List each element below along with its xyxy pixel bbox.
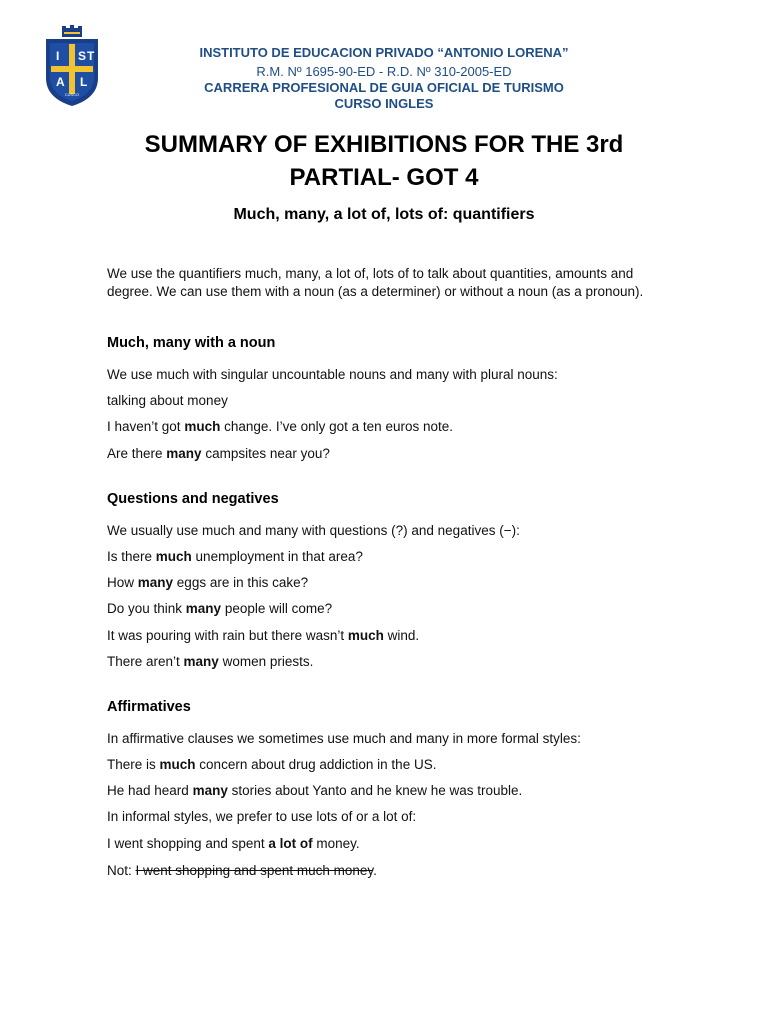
quantifier-highlight: many [183,654,219,669]
section-heading: Questions and negatives [107,491,279,507]
program-name: CARRERA PROFESIONAL DE GUIA OFICIAL DE TURISMO [204,80,564,95]
section-heading: Much, many with a noun [107,335,276,351]
course-name: CURSO INGLES [334,96,434,111]
logo-letter: T [87,49,95,63]
intro-paragraph: We use the quantifiers much, many, a lot of, lots of to talk about quantities, amounts and degree. We can use them with a noun (as a determiner) or without a noun (as a pronoun). [107,266,644,299]
institute-logo [38,24,106,108]
quantifier-highlight: many [166,446,202,461]
example-line: How many eggs are in this cake? [107,575,309,590]
page-title-line-2: PARTIAL- GOT 4 [289,164,479,191]
example-line: I went shopping and spent a lot of money. [107,836,360,851]
text-line: We use much with singular uncountable nouns and many with plural nouns: [107,367,558,382]
resolution-line: R.M. Nº 1695-90-ED - R.D. Nº 310-2005-ED [256,64,512,79]
quantifier-highlight: much [184,419,221,434]
example-line: Are there many campsites near you? [107,446,330,461]
logo-caption: CUSCO [64,92,80,97]
quantifier-highlight: many [185,601,222,616]
struck-example: I went shopping and spent much money [135,863,374,878]
example-line: He had heard many stories about Yanto and he knew he was trouble. [107,783,523,798]
logo-letter: S [78,49,87,63]
text-line: In informal styles, we prefer to use lots of or a lot of: [107,809,417,824]
crest-icon [38,24,106,108]
text-line: In affirmative clauses we sometimes use much and many in more formal styles: [107,731,581,746]
page-title-line-1: SUMMARY OF EXHIBITIONS FOR THE 3rd [144,131,624,158]
example-line: There aren’t many women priests. [107,654,314,669]
section-heading: Affirmatives [107,699,191,715]
text-line: We usually use much and many with questions (?) and negatives (−): [107,523,520,538]
quantifier-highlight: much [159,757,196,772]
example-line: Do you think many people will come? [107,601,333,616]
example-line: There is much concern about drug addiction in the US. [107,757,437,772]
example-line: It was pouring with rain but there wasn’t much wind. [107,628,420,643]
quantifier-highlight: much [155,549,192,564]
logo-letter: L [80,75,88,89]
page-subtitle: Much, many, a lot of, lots of: quantifiers [233,206,535,223]
example-line: I haven’t got much change. I’ve only got a ten euros note. [107,419,453,434]
quantifier-highlight: a lot of [268,836,313,851]
quantifier-highlight: many [137,575,174,590]
institute-name: INSTITUTO DE EDUCACION PRIVADO “ANTONIO LORENA” [199,45,569,60]
logo-letter: A [56,75,65,89]
quantifier-highlight: much [347,628,384,643]
text-line: talking about money [107,393,228,408]
not-example-line: Not: I went shopping and spent much money. [107,863,377,878]
example-line: Is there much unemployment in that area? [107,549,363,564]
quantifier-highlight: many [192,783,228,798]
logo-letter: I [56,49,60,63]
